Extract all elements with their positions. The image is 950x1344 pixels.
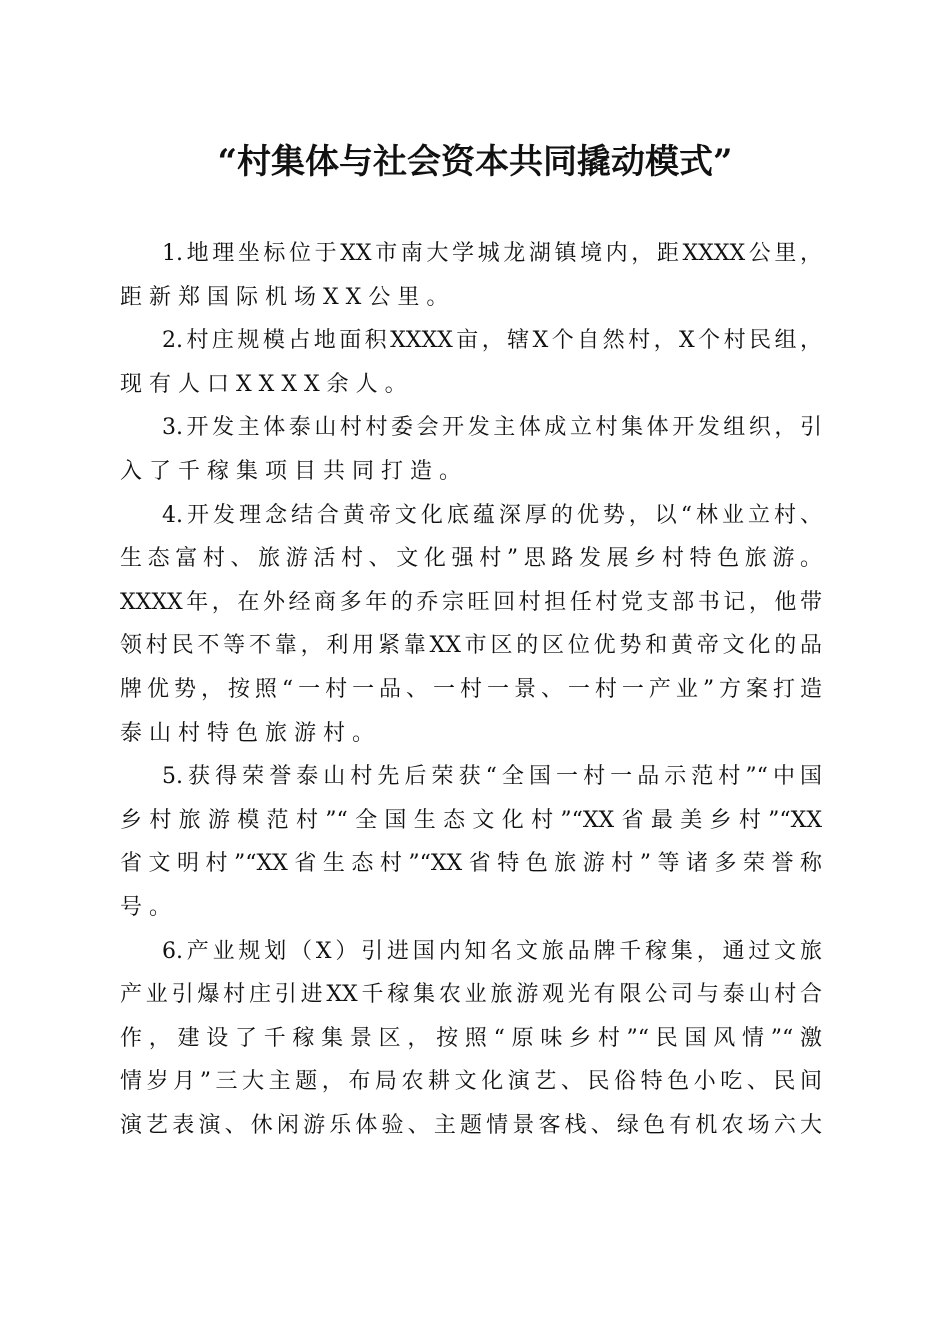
text-line: 距新郑国际机场XX公里。 [120,284,456,310]
text-line: 5.获得荣誉泰山村先后荣获“全国一村一品示范村”“中国 [162,764,822,790]
text-line: 入了千稼集项目共同打造。 [120,458,469,484]
document-body [120,232,822,1147]
paragraph-6 [120,930,822,1148]
paragraph-2 [120,319,822,406]
text-line: 现有人口XXXX余人。 [120,371,414,397]
paragraph-1 [120,232,822,319]
text-line: 领村民不等不靠，利用紧靠XX市区的区位优势和黄帝文化的品 [120,633,822,659]
text-line: 6.产业规划（X）引进国内知名文旅品牌千稼集，通过文旅 [162,938,822,964]
text-line: 乡村旅游模范村”“全国生态文化村”“XX省最美乡村”“XX [120,807,822,833]
paragraph-3 [120,406,822,493]
text-line: 泰山村特色旅游村。 [120,720,382,746]
text-line: XXXX年，在外经商多年的乔宗旺回村担任村党支部书记，他带 [120,589,822,615]
text-line: 演艺表演、休闲游乐体验、主题情景客栈、绿色有机农场六大 [120,1112,822,1138]
text-line: 3.开发主体泰山村村委会开发主体成立村集体开发组织，引 [162,415,822,441]
text-line: 4.开发理念结合黄帝文化底蕴深厚的优势，以“林业立村、 [162,502,822,528]
text-line: 1.地理坐标位于XX市南大学城龙湖镇境内，距XXXX公里， [162,241,822,266]
text-line: 号。 [120,894,179,920]
text-line: 情岁月”三大主题，布局农耕文化演艺、民俗特色小吃、民间 [120,1069,822,1095]
text-line: 生态富村、旅游活村、文化强村”思路发展乡村特色旅游。 [120,546,822,572]
paragraph-4 [120,494,822,756]
text-line: 产业引爆村庄引进XX千稼集农业旅游观光有限公司与泰山村合 [120,982,822,1008]
text-line: 省文明村”“XX省生态村”“XX省特色旅游村”等诸多荣誉称 [120,851,822,877]
text-line: 牌优势，按照“一村一品、一村一景、一村一产业”方案打造 [120,676,822,702]
text-line: 作，建设了千稼集景区，按照“原味乡村”“民国风情”“激 [120,1025,822,1051]
document-title: “村集体与社会资本共同撬动模式” [217,142,733,182]
text-line: 2.村庄规模占地面积XXXX亩，辖X个自然村，X个村民组， [162,328,822,354]
paragraph-5 [120,755,822,929]
